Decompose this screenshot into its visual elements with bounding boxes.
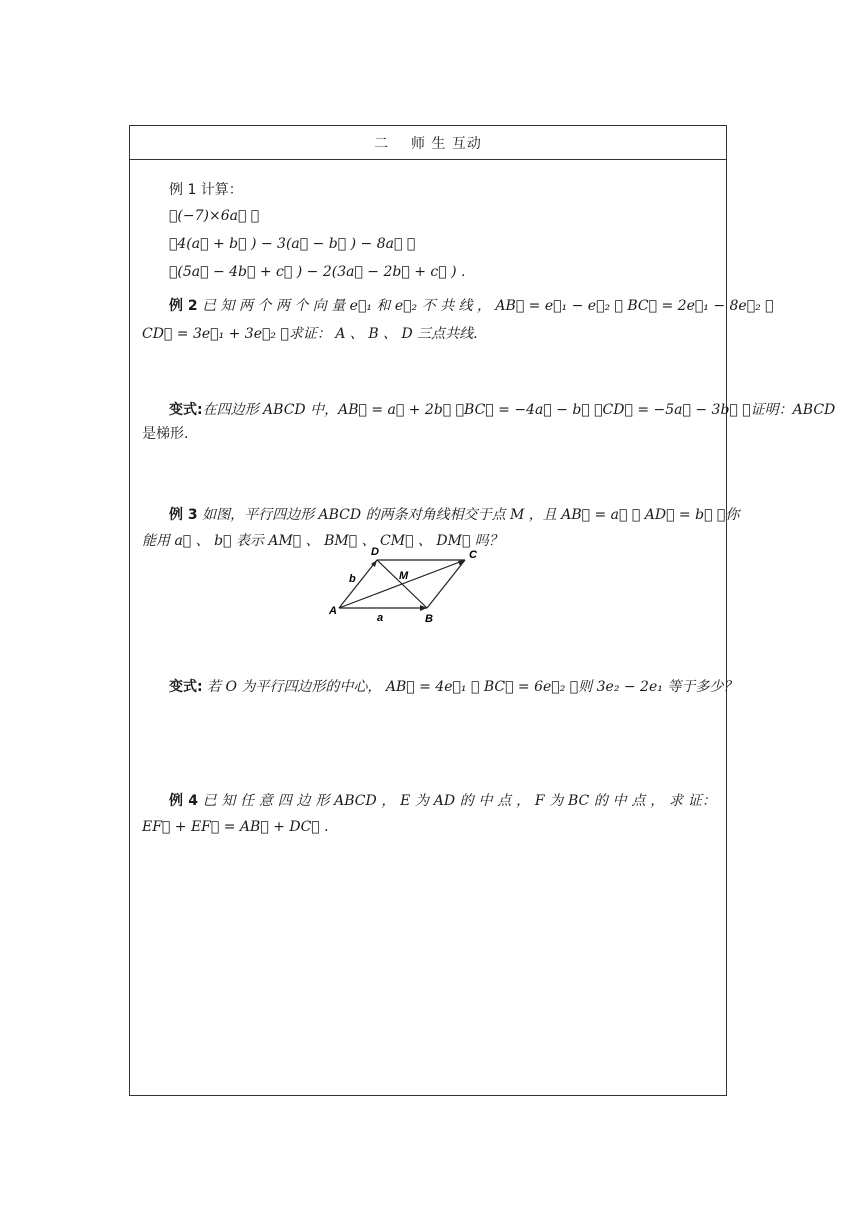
example-1-item-2: ⑵4(a⃗ + b⃗ ) − 3(a⃗ − b⃗ ) − 8a⃗ ； <box>169 236 416 252</box>
example-2-line-1: 已 知 两 个 两 个 向 量 e⃗₁ 和 e⃗₂ 不 共 线 ， AB⃗ = e⃗₁ − e⃗₂ ， BC⃗ = 2e⃗₁ − 8e⃗₂ ， <box>197 298 774 314</box>
example-3-label: 例 3 <box>169 507 198 523</box>
example-4-label: 例 4 <box>169 793 198 809</box>
section-header <box>130 126 726 160</box>
arrow-ab <box>420 605 427 611</box>
example-3-line-1: 如图，平行四边形 ABCD 的两条对角线相交于点 M ，且 AB⃗ = a⃗ ， AD⃗ = b⃗ ，你 <box>197 507 740 523</box>
example-1-title: 例 1 计算： <box>169 182 243 198</box>
variant-2-text: 若 O 为平行四边形的中心， AB⃗ = 4e⃗₁ ， BC⃗ = 6e⃗₂ ，则 3e₂ − 2e₁ 等于多少？ <box>202 679 738 695</box>
diagonal-bd <box>377 560 427 608</box>
variant-2-label: 变式: <box>169 679 203 695</box>
example-4-line-2: EF⃗ + EF⃗ = AB⃗ + DC⃗ . <box>142 819 329 835</box>
example-2 <box>142 294 774 346</box>
example-1-item-3: ⑶(5a⃗ − 4b⃗ + c⃗ ) − 2(3a⃗ − 2b⃗ + c⃗ ) . <box>169 264 466 280</box>
label-m-point: M <box>399 570 409 582</box>
variant-1-line-2: 是梯形. <box>142 426 189 442</box>
example-2-line-2: CD⃗ = 3e⃗₁ + 3e⃗₂ ，求证： A 、 B 、 D 三点共线. <box>142 326 478 342</box>
example-2-label: 例 2 <box>169 298 198 314</box>
label-vector-b: b <box>349 573 356 585</box>
example-1 <box>142 178 716 284</box>
example-4 <box>142 789 716 839</box>
label-a-point: A <box>329 605 337 617</box>
variant-1-line-1: 在四边形 ABCD 中，AB⃗ = a⃗ + 2b⃗ ，BC⃗ = −4a⃗ − b⃗ ，CD⃗ = −5a⃗ − 3b⃗ ，证明：ABCD <box>202 402 836 418</box>
label-d-point: D <box>371 546 379 558</box>
label-vector-a: a <box>377 612 384 624</box>
variant-2 <box>142 675 738 699</box>
variant-1 <box>142 398 836 446</box>
variant-1-label: 变式: <box>169 402 203 418</box>
example-3-line-2: 能用 a⃗ 、 b⃗ 表示 AM⃗ 、 BM⃗ 、 CM⃗ 、 DM⃗ 吗？ <box>142 533 503 549</box>
label-b-point: B <box>425 613 433 624</box>
example-1-item-1: ⑴(−7)×6a⃗ ； <box>169 208 260 224</box>
worksheet-table <box>129 125 836 1096</box>
example-4-line-1: 已 知 任 意 四 边 形 ABCD ， E 为 AD 的 中 点 ， F 为 BC 的 中 点 ， 求 证： <box>197 793 716 809</box>
section-title: 二 师 生 互动 <box>374 135 482 152</box>
parallelogram-figure <box>327 542 507 624</box>
label-c-point: C <box>469 549 477 561</box>
